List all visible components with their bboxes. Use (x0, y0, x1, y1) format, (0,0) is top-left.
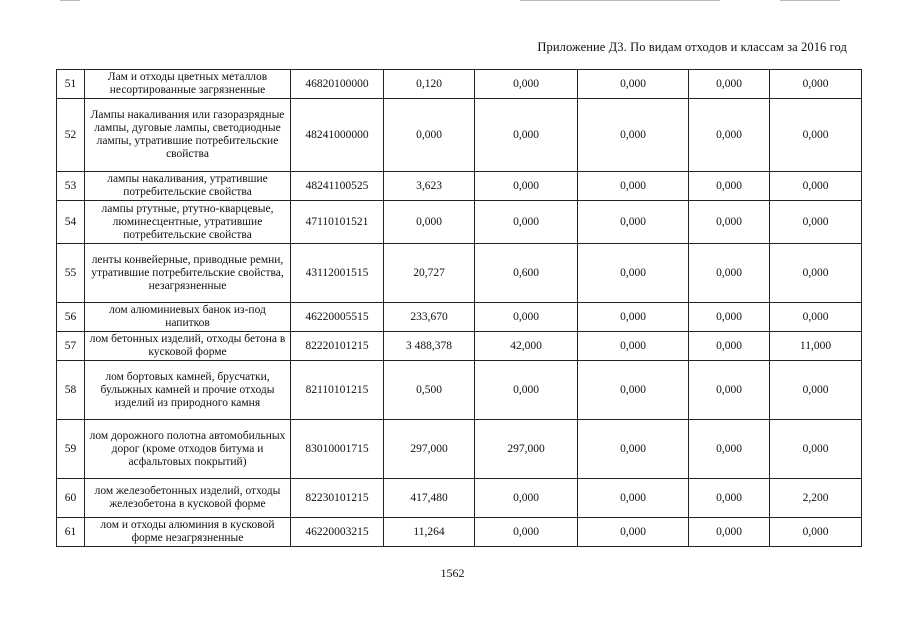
row-number: 59 (57, 420, 85, 479)
row-number: 58 (57, 361, 85, 420)
value-col-1: 11,264 (384, 518, 475, 547)
row-number: 61 (57, 518, 85, 547)
table-row (57, 303, 862, 332)
value-col-5: 0,000 (770, 172, 862, 201)
scan-edge-marks (0, 0, 905, 4)
value-col-5: 0,000 (770, 361, 862, 420)
page-number: 1562 (440, 566, 465, 580)
waste-name: лом и отходы алюминия в кусковой форме незагрязненные (85, 518, 291, 547)
value-col-2: 0,000 (475, 518, 578, 547)
value-col-4: 0,000 (689, 303, 770, 332)
waste-name: лом алюминиевых банок из-под напитков (85, 303, 291, 332)
waste-name: Лампы накаливания или газоразрядные лампы, дуговые лампы, светодиодные лампы, утратившие потребительские свойства (85, 99, 291, 172)
fkko-code: 82110101215 (291, 361, 384, 420)
row-number: 55 (57, 244, 85, 303)
waste-name: лампы ртутные, ртутно-кварцевые, люминесцентные, утратившие потребительские свойства (85, 201, 291, 244)
table-row (57, 361, 862, 420)
waste-name: лом бортовых камней, брусчатки, булыжных камней и прочие отходы изделий из природного камня (85, 361, 291, 420)
row-number: 57 (57, 332, 85, 361)
value-col-4: 0,000 (689, 70, 770, 99)
value-col-4: 0,000 (689, 99, 770, 172)
value-col-1: 20,727 (384, 244, 475, 303)
value-col-3: 0,000 (578, 99, 689, 172)
value-col-3: 0,000 (578, 70, 689, 99)
row-number: 54 (57, 201, 85, 244)
table-body (57, 70, 862, 547)
table-row (57, 172, 862, 201)
value-col-1: 0,120 (384, 70, 475, 99)
waste-name: лампы накаливания, утратившие потребительские свойства (85, 172, 291, 201)
value-col-3: 0,000 (578, 244, 689, 303)
value-col-3: 0,000 (578, 303, 689, 332)
value-col-5: 0,000 (770, 244, 862, 303)
value-col-2: 42,000 (475, 332, 578, 361)
value-col-2: 0,000 (475, 361, 578, 420)
waste-name: лом бетонных изделий, отходы бетона в кусковой форме (85, 332, 291, 361)
value-col-4: 0,000 (689, 361, 770, 420)
fkko-code: 46220005515 (291, 303, 384, 332)
table-row (57, 201, 862, 244)
page-header: Приложение Д3. По видам отходов и классам за 2016 год (537, 40, 847, 54)
table-row (57, 518, 862, 547)
fkko-code: 82230101215 (291, 479, 384, 518)
value-col-1: 0,500 (384, 361, 475, 420)
value-col-3: 0,000 (578, 361, 689, 420)
value-col-5: 0,000 (770, 420, 862, 479)
table-row (57, 420, 862, 479)
value-col-3: 0,000 (578, 479, 689, 518)
row-number: 51 (57, 70, 85, 99)
value-col-2: 0,000 (475, 303, 578, 332)
value-col-5: 0,000 (770, 201, 862, 244)
value-col-1: 233,670 (384, 303, 475, 332)
table-row (57, 70, 862, 99)
value-col-1: 417,480 (384, 479, 475, 518)
table-row (57, 99, 862, 172)
value-col-4: 0,000 (689, 172, 770, 201)
value-col-5: 0,000 (770, 99, 862, 172)
value-col-3: 0,000 (578, 420, 689, 479)
value-col-4: 0,000 (689, 244, 770, 303)
table-row (57, 479, 862, 518)
waste-name: Лам и отходы цветных металлов несортированные загрязненные (85, 70, 291, 99)
value-col-2: 0,000 (475, 479, 578, 518)
row-number: 53 (57, 172, 85, 201)
fkko-code: 82220101215 (291, 332, 384, 361)
value-col-1: 0,000 (384, 99, 475, 172)
table-row (57, 244, 862, 303)
value-col-2: 297,000 (475, 420, 578, 479)
value-col-5: 2,200 (770, 479, 862, 518)
waste-name: ленты конвейерные, приводные ремни, утратившие потребительские свойства, незагрязненные (85, 244, 291, 303)
fkko-code: 46820100000 (291, 70, 384, 99)
fkko-code: 43112001515 (291, 244, 384, 303)
value-col-5: 0,000 (770, 70, 862, 99)
value-col-5: 11,000 (770, 332, 862, 361)
value-col-2: 0,000 (475, 201, 578, 244)
row-number: 56 (57, 303, 85, 332)
value-col-3: 0,000 (578, 332, 689, 361)
value-col-4: 0,000 (689, 201, 770, 244)
value-col-4: 0,000 (689, 479, 770, 518)
value-col-2: 0,000 (475, 172, 578, 201)
value-col-4: 0,000 (689, 332, 770, 361)
fkko-code: 83010001715 (291, 420, 384, 479)
waste-table (56, 69, 862, 547)
value-col-2: 0,000 (475, 99, 578, 172)
value-col-1: 3 488,378 (384, 332, 475, 361)
value-col-4: 0,000 (689, 518, 770, 547)
value-col-5: 0,000 (770, 303, 862, 332)
table-row (57, 332, 862, 361)
value-col-3: 0,000 (578, 201, 689, 244)
value-col-3: 0,000 (578, 172, 689, 201)
row-number: 52 (57, 99, 85, 172)
value-col-2: 0,000 (475, 70, 578, 99)
fkko-code: 48241000000 (291, 99, 384, 172)
value-col-2: 0,600 (475, 244, 578, 303)
value-col-1: 0,000 (384, 201, 475, 244)
value-col-1: 297,000 (384, 420, 475, 479)
fkko-code: 48241100525 (291, 172, 384, 201)
row-number: 60 (57, 479, 85, 518)
fkko-code: 46220003215 (291, 518, 384, 547)
value-col-3: 0,000 (578, 518, 689, 547)
fkko-code: 47110101521 (291, 201, 384, 244)
value-col-4: 0,000 (689, 420, 770, 479)
waste-name: лом дорожного полотна автомобильных дорог (кроме отходов битума и асфальтовых покрытий) (85, 420, 291, 479)
waste-name: лом железобетонных изделий, отходы железобетона в кусковой форме (85, 479, 291, 518)
value-col-5: 0,000 (770, 518, 862, 547)
value-col-1: 3,623 (384, 172, 475, 201)
